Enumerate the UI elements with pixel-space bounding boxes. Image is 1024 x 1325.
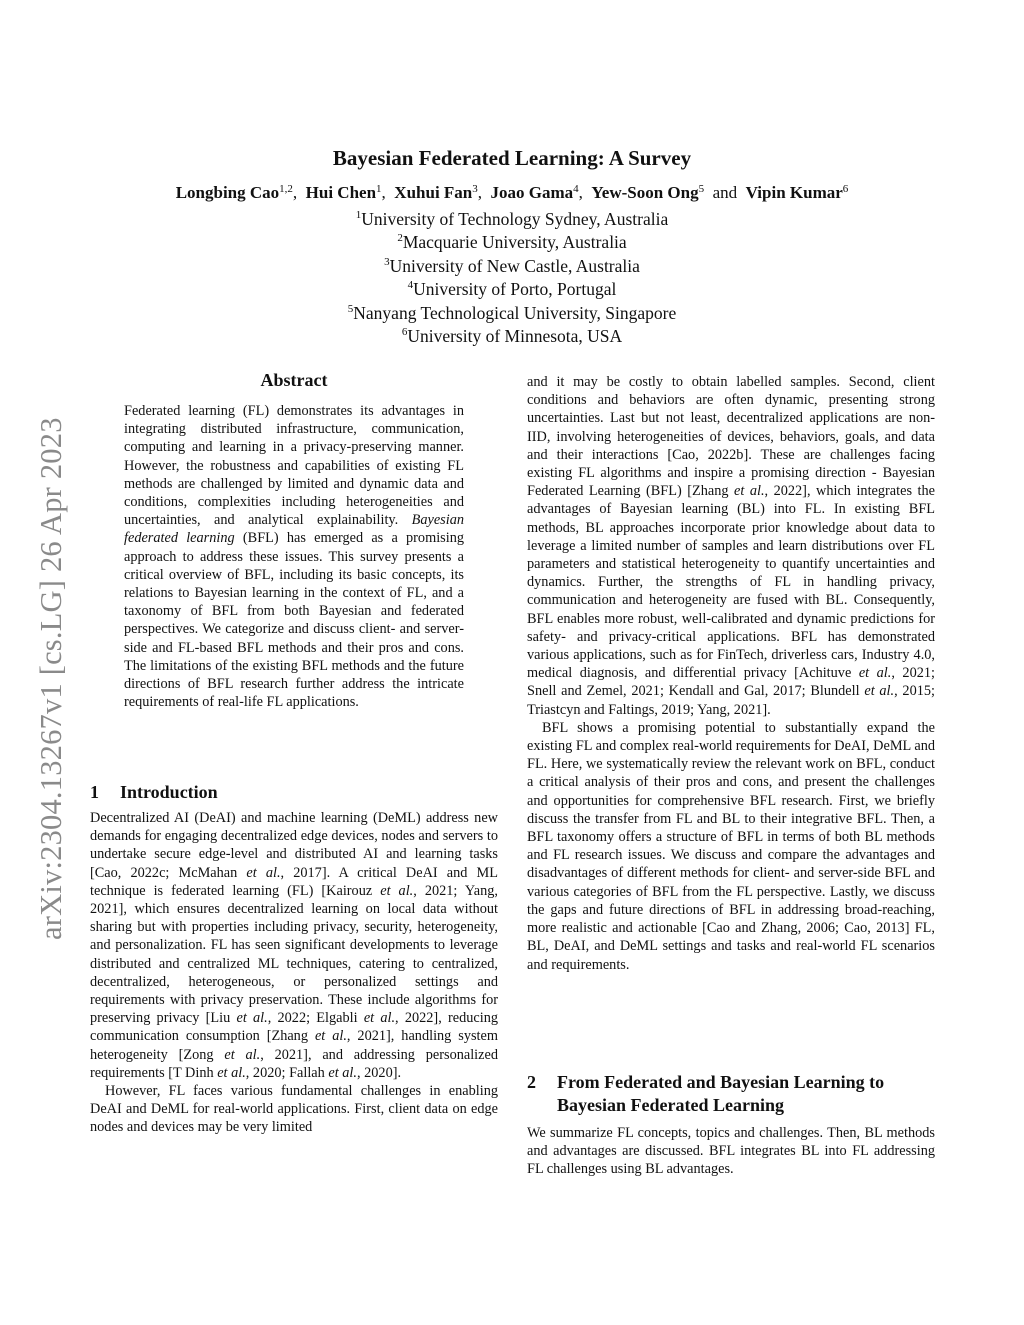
section-number: 2 — [527, 1072, 536, 1092]
affiliation-mark: 2 — [397, 232, 403, 245]
affiliation-list — [0, 208, 1024, 348]
affiliation-text: University of Technology Sydney, Australia — [361, 209, 669, 229]
affiliation — [0, 255, 1024, 278]
paragraph: However, FL faces various fundamental challenges in enabling DeAI and DeML for real-world applications. First, client data on edge nodes and devices may be very limited — [90, 1083, 498, 1136]
paragraph: Decentralized AI (DeAI) and machine learning (DeML) address new demands for engaging decentralized edge devices, nodes and servers to undertake secure edge-level and distributed AI and learning tasks [Cao, 2022c; McMahan et al., 2017]. A critical DeAI and ML technique is federated learning (FL) [Kairouz et al., 2021; Yang, 2021], which ensures decentralized learning on local data without sharing but with properties including privacy, security, heterogeneity, and personalization. FL has seen significant developments to leverage distributed and centralized ML techniques, catering to centralized, decentralized, heterogeneous, or personalized settings and requirements with privacy preservation. These include algorithms for preserving privacy [Liu et al., 2022; Elgabli et al., 2022], reducing communication consumption [Zhang et al., 2021], handling system heterogeneity [Zong et al., 2021], and addressing personalized requirements [T Dinh et al., 2020; Fallah et al., 2020]. — [90, 810, 499, 1081]
author-affil-mark: 6 — [842, 183, 849, 195]
author-name: Xuhui Fan — [394, 183, 473, 202]
author-name: Yew-Soon Ong — [591, 183, 699, 202]
section-number: 1 — [90, 782, 99, 802]
affiliation-mark: 1 — [355, 209, 362, 221]
paragraph: We summarize FL concepts, topics and challenges. Then, BL methods and advantages are discussed. BFL integrates BL into FL addressing FL challenges using BL advantages. — [527, 1125, 935, 1178]
paper-title: Bayesian Federated Learning: A Survey — [332, 146, 692, 170]
affiliation — [0, 231, 1024, 254]
affiliation-mark: 4 — [407, 279, 414, 292]
affiliation-mark: 3 — [384, 255, 390, 268]
author-affil-mark: 1,2 — [279, 183, 293, 195]
affiliation-mark: 6 — [401, 326, 408, 339]
left-column-text — [90, 809, 498, 1137]
section-title: Introduction — [120, 782, 218, 802]
right-column-text — [527, 373, 935, 974]
author-list: Longbing Cao$^{1,2}$, Hui Chen$^1$, Xuhui Fan$^3$, Joao Gama$^4$, Yew-Soon Ong$^5$ and Vipin Kumar$^6$ — [175, 183, 849, 202]
section-heading-introduction — [90, 781, 510, 803]
affiliation — [0, 325, 1024, 348]
author-affil-mark: 4 — [573, 183, 579, 195]
section-title-line: From Federated and Bayesian Learning to — [557, 1072, 885, 1092]
abstract-body: Federated learning (FL) demonstrates its advantages in integrating distributed infrastructure, communication, computing and learning in a privacy-preserving manner. However, the robustness and capabilities of existing FL methods are challenged by limited and dynamic data and conditions, complexities including heterogeneities and uncertainties, and analytical explainability. Bayesian federated learning (BFL) has emerged as a promising approach to address these issues. This survey presents a critical overview of BFL, including its basic concepts, its relations to Bayesian learning in the context of FL, and a taxonomy of BFL from both Bayesian and federated perspectives. We categorize and discuss client- and server-side and FL-based BFL methods and their pros and cons. The limitations of the existing BFL methods and the future directions of BFL research further address the intricate requirements of real-life FL applications. — [124, 403, 464, 711]
affiliation — [0, 208, 1024, 231]
author-name: Vipin Kumar — [745, 183, 843, 202]
affiliation-text: Nanyang Technological University, Singapore — [353, 302, 677, 323]
author-name: Joao Gama — [490, 183, 574, 202]
affiliation — [0, 302, 1024, 325]
arxiv-stamp[interactable]: arXiv:2304.13267v1 [cs.LG] 26 Apr 2023 — [34, 417, 68, 940]
paragraph-continued: and it may be costly to obtain labelled samples. Second, client conditions and behaviors are often dynamic, presenting strong uncertainties. Last but not least, decentralized applications are non-IID, involving heterogeneities of devices, behaviors, goals, and data and their interactions [Cao, 2022b]. These are challenges facing existing FL algorithms and inspire a promising direction - Bayesian Federated Learning (BFL) [Zhang et al., 2022], which integrates the advantages of Bayesian learning (BL) into FL. In existing BFL methods, BL approaches incorporate prior knowledge about data to leverage a limited number of samples and learn distributions over FL parameters and statistical heterogeneity to quantify uncertainties and dynamics. Further, the strengths of FL in handling privacy, communication and heterogeneity are fused with BL. Consequently, BFL enables more robust, well-calibrated and dynamic predictions for safety- and privacy-critical applications. BFL has demonstrated various applications, such as for FinTech, driverless cars, Industry 4.0, medical diagnosis, and differential privacy [Achituve et al., 2021; Snell and Zemel, 2021; Kendall and Gal, 2017; Blundell et al., 2015; Triastcyn and Faltings, 2019; Yang, 2021]. — [527, 374, 935, 718]
affiliation-text: University of New Castle, Australia — [389, 255, 640, 276]
author-affil-mark: 3 — [472, 183, 478, 195]
author-and: and — [712, 183, 738, 202]
section-title-line: Bayesian Federated Learning — [557, 1095, 784, 1115]
affiliation-text: University of Porto, Portugal — [413, 279, 617, 300]
affiliation-text: Macquarie University, Australia — [402, 232, 627, 253]
author-affil-mark: 1 — [376, 183, 382, 195]
affiliation-mark: 5 — [347, 302, 354, 315]
abstract-heading: Abstract — [260, 370, 328, 390]
affiliation — [0, 278, 1024, 301]
affiliation-text: University of Minnesota, USA — [407, 326, 623, 347]
author-name: Hui Chen — [305, 183, 377, 202]
section2-text — [527, 1124, 935, 1179]
author-name: Longbing Cao — [175, 183, 280, 202]
paragraph: BFL shows a promising potential to substantially expand the existing FL and complex real-world requirements for DeAI, DeML and FL. Here, we systematically review the relevant work on BFL, conduct a critical analysis of their pros and cons, and present the challenges and opportunities for comprehensive BFL research. First, we briefly discuss the transfer from FL and BL to their integrative BFL. Then, a BFL taxonomy offers a structure of BFL in terms of both BL methods and FL research issues. We discuss and compare the advantages and disadvantages of different methods for client- and server-side BFL and various categories of BFL from the FL perspective. Lastly, we discuss the gaps and future directions of BFL in addressing broad-reaching, more realistic and actionable [Cao and Zhang, 2006; Cao, 2013] FL, BL, DeAI, and DeML settings and tasks and real-world FL scenarios and requirements. — [527, 719, 935, 973]
author-affil-mark: 5 — [698, 183, 705, 195]
